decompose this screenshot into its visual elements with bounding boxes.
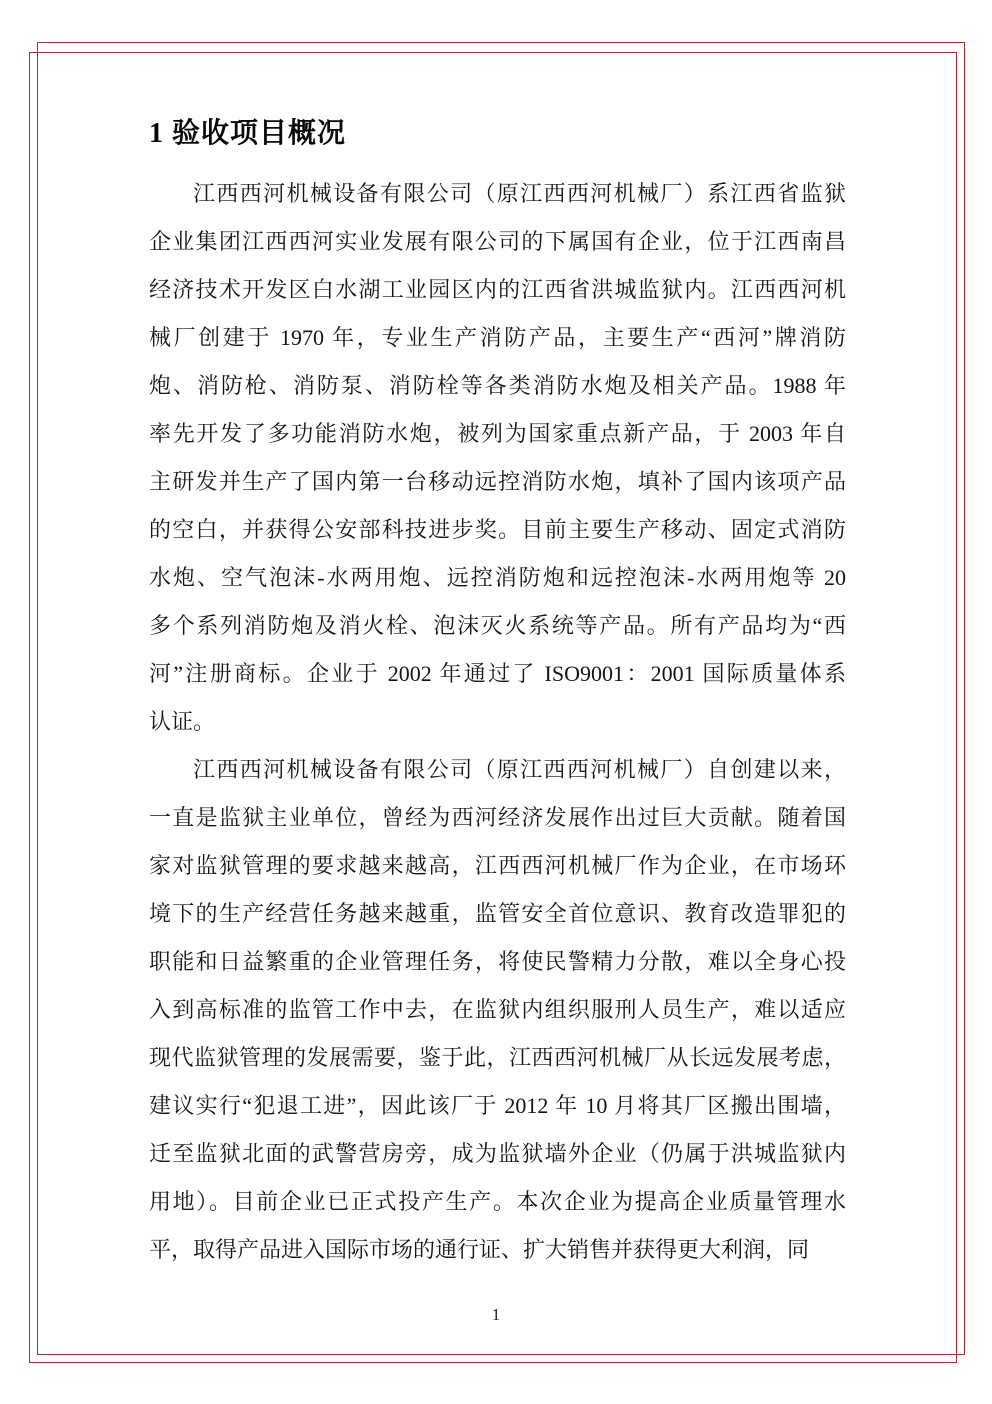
page-number: 1 xyxy=(491,1305,501,1324)
text-line: 用地）。目前企业已正式投产生产。本次企业为提高企业质量管理水 xyxy=(149,1189,846,1214)
text-line: 多个系列消防炮及消火栓、泡沫灭火系统等产品。所有产品均为“西 xyxy=(149,613,846,638)
text-line: 平，取得产品进入国际市场的通行证、扩大销售并获得更大利润，同 xyxy=(149,1237,810,1262)
text-line: 械厂创建于 1970 年，专业生产消防产品，主要生产“西河”牌消防 xyxy=(149,325,846,350)
text-line: 职能和日益繁重的企业管理任务，将使民警精力分散，难以全身心投 xyxy=(149,949,846,974)
text-line: 一直是监狱主业单位，曾经为西河经济发展作出过巨大贡献。随着国 xyxy=(149,805,846,830)
paragraph xyxy=(149,170,846,746)
text-line: 率先开发了多功能消防水炮，被列为国家重点新产品，于 2003 年自 xyxy=(149,421,846,446)
body-text xyxy=(149,170,846,1274)
text-line: 境下的生产经营任务越来越重，监管安全首位意识、教育改造罪犯的 xyxy=(149,901,846,926)
text-line: 建议实行“犯退工进”，因此该厂于 2012 年 10 月将其厂区搬出围墙， xyxy=(149,1093,846,1118)
text-line: 河”注册商标。企业于 2002 年通过了 ISO9001：2001 国际质量体系 xyxy=(149,661,846,686)
text-line: 家对监狱管理的要求越来越高，江西西河机械厂作为企业，在市场环 xyxy=(149,853,846,878)
text-line: 迁至监狱北面的武警营房旁，成为监狱墙外企业（仍属于洪城监狱内 xyxy=(149,1141,846,1166)
text-line: 江西西河机械设备有限公司（原江西西河机械厂）自创建以来， xyxy=(193,757,846,782)
text-line: 江西西河机械设备有限公司（原江西西河机械厂）系江西省监狱 xyxy=(193,181,846,206)
text-line: 认证。 xyxy=(149,709,216,734)
page-content xyxy=(149,108,846,1274)
text-line: 水炮、空气泡沫-水两用炮、远控消防炮和远控泡沫-水两用炮等 20 xyxy=(149,565,846,590)
text-line: 入到高标准的监管工作中去，在监狱内组织服刑人员生产，难以适应 xyxy=(149,997,846,1022)
text-line: 企业集团江西西河实业发展有限公司的下属国有企业，位于江西南昌 xyxy=(149,229,846,254)
text-line: 现代监狱管理的发展需要，鉴于此，江西西河机械厂从长远发展考虑， xyxy=(149,1045,846,1070)
paragraph xyxy=(149,746,846,1274)
section-heading: 1 验收项目概况 xyxy=(149,118,347,149)
text-line: 炮、消防枪、消防泵、消防栓等各类消防水炮及相关产品。1988 年 xyxy=(149,373,846,398)
text-line: 经济技术开发区白水湖工业园区内的江西省洪城监狱内。江西西河机 xyxy=(149,277,846,302)
text-line: 的空白，并获得公安部科技进步奖。目前主要生产移动、固定式消防 xyxy=(149,517,846,542)
text-line: 主研发并生产了国内第一台移动远控消防水炮，填补了国内该项产品 xyxy=(149,469,846,494)
